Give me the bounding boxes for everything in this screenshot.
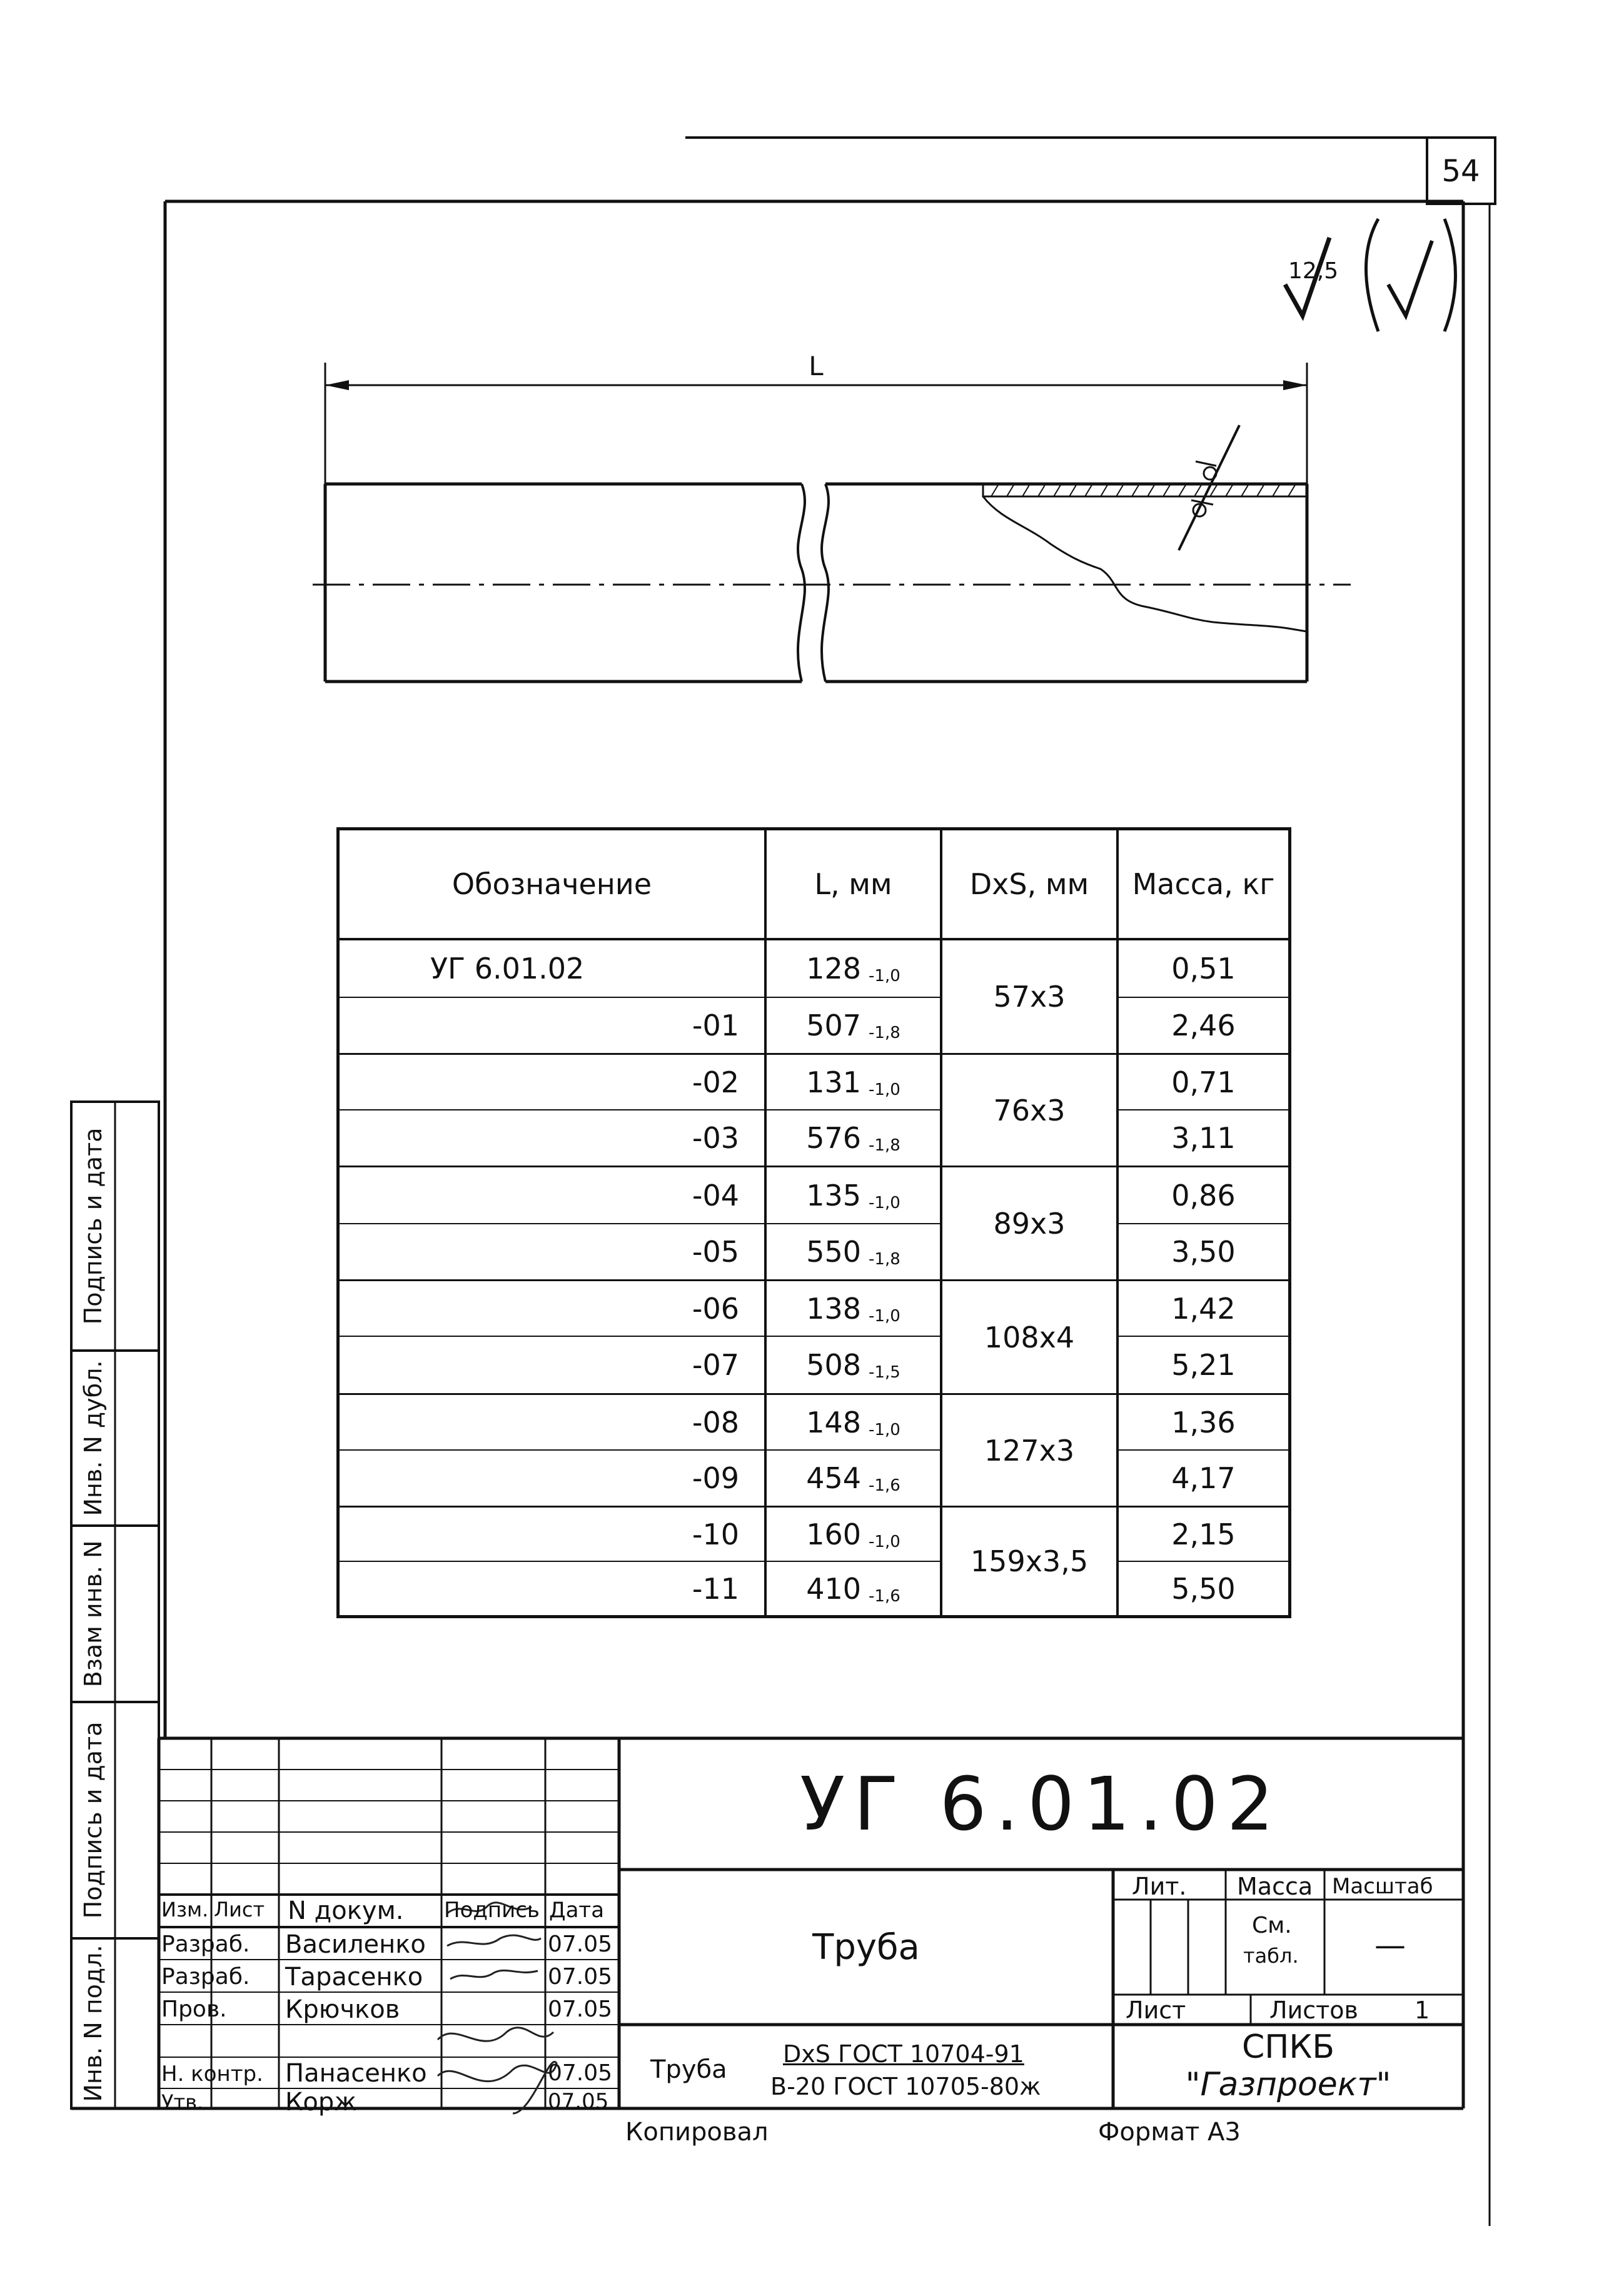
person-name: Корж — [285, 2088, 357, 2117]
side-label-3: Взам инв. N — [79, 1540, 107, 1688]
table-row-designation: -04 — [692, 1178, 739, 1212]
table-row-length: 160 -1,0 — [806, 1517, 900, 1551]
role-label: Утв. — [161, 2090, 204, 2114]
organization: СПКБ "Газпроект" — [1185, 2028, 1391, 2103]
person-name: Тарасенко — [285, 1963, 423, 1991]
copied-label: Копировал — [625, 2118, 769, 2147]
spec-table — [336, 827, 1291, 1618]
sheets-label: Листов — [1269, 1996, 1358, 2024]
table-size: 159х3,5 — [970, 1544, 1089, 1578]
dimension-L — [325, 351, 1307, 488]
mass-value-line1: См. — [1252, 1913, 1292, 1938]
sign-date: 07.05 — [548, 1964, 613, 1990]
table-size: 89х3 — [993, 1206, 1066, 1241]
table-row-length: 410 -1,6 — [806, 1571, 900, 1606]
sign-date: 07.05 — [548, 1996, 613, 2022]
table-row-mass: 5,50 — [1171, 1571, 1236, 1606]
table-size: 108х4 — [984, 1320, 1075, 1354]
sheet-number: 54 — [1441, 154, 1480, 189]
signatures — [438, 1903, 557, 2113]
col-header-document: N докум. — [288, 1896, 404, 1925]
mass-value-line2: табл. — [1243, 1944, 1299, 1968]
table-row-length: 135 -1,0 — [806, 1178, 900, 1212]
table-row-designation: -09 — [692, 1461, 739, 1495]
mass-label: Масса — [1237, 1873, 1313, 1900]
part-name: Труба — [812, 1926, 920, 1968]
material-prefix: Труба — [650, 2055, 727, 2084]
table-row-designation: -01 — [692, 1009, 739, 1042]
side-label-2: Инв. N дубл. — [79, 1360, 107, 1516]
scale-label: Масштаб — [1332, 1874, 1433, 1899]
side-label-5: Инв. N подл. — [79, 1945, 107, 2102]
role-label: Разраб. — [161, 1964, 250, 1990]
table-row-mass: 1,42 — [1171, 1291, 1236, 1326]
sign-date: 07.05 — [548, 1931, 613, 1957]
material-line2: В-20 ГОСТ 10705-80ж — [770, 2073, 1041, 2100]
table-row-length: 576 -1,8 — [806, 1121, 900, 1155]
col-header-date: Дата — [549, 1898, 605, 1923]
roughness-symbol — [1285, 219, 1456, 331]
header-designation: Обозначение — [451, 867, 652, 901]
table-row-mass: 3,11 — [1171, 1121, 1236, 1155]
table-row-designation: -05 — [692, 1235, 739, 1269]
header-mass: Масса, кг — [1132, 867, 1275, 901]
role-label: Н. контр. — [161, 2062, 263, 2087]
table-row-designation: УГ 6.01.02 — [430, 952, 585, 985]
table-row-designation: -11 — [692, 1571, 739, 1606]
pipe-view — [313, 425, 1351, 682]
table-row-length: 131 -1,0 — [806, 1065, 900, 1099]
svg-text:L: L — [809, 351, 824, 381]
table-row-mass: 3,50 — [1171, 1235, 1236, 1269]
table-size: 76х3 — [993, 1093, 1066, 1127]
table-row-length: 148 -1,0 — [806, 1405, 900, 1439]
format-label: Формат А3 — [1098, 2118, 1241, 2147]
table-row-designation: -03 — [692, 1121, 739, 1155]
table-row-mass: 2,15 — [1171, 1517, 1236, 1551]
table-row-length: 550 -1,8 — [806, 1235, 900, 1269]
header-length: L, мм — [814, 867, 892, 901]
side-label-1: Подпись и дата — [79, 1127, 107, 1325]
table-row-mass: 4,17 — [1171, 1461, 1236, 1495]
header-size: DxS, мм — [969, 867, 1089, 901]
table-row-mass: 2,46 — [1171, 1009, 1236, 1042]
material-line1: DxS ГОСТ 10704-91 — [783, 2040, 1024, 2068]
col-header-sheet: Лист — [214, 1898, 265, 1921]
table-row-length: 508 -1,5 — [806, 1348, 900, 1382]
side-label-4: Подпись и дата — [79, 1721, 107, 1919]
table-row-designation: -10 — [692, 1517, 739, 1551]
lit-label: Лит. — [1132, 1873, 1187, 1900]
table-row-mass: 1,36 — [1171, 1405, 1236, 1439]
table-row-designation: -08 — [692, 1405, 739, 1439]
role-label: Пров. — [161, 1996, 227, 2022]
drawing-code: УГ 6.01.02 — [800, 1761, 1283, 1847]
svg-text:12,5: 12,5 — [1288, 258, 1339, 284]
table-row-designation: -06 — [692, 1291, 739, 1326]
table-row-length: 454 -1,6 — [806, 1461, 900, 1495]
person-name: Панасенко — [285, 2059, 427, 2088]
table-row-length: 507 -1,8 — [806, 1009, 900, 1042]
table-size: 57х3 — [993, 980, 1066, 1014]
table-row-mass: 0,51 — [1171, 952, 1236, 985]
table-size: 127х3 — [984, 1433, 1075, 1468]
table-row-mass: 5,21 — [1171, 1348, 1236, 1382]
table-row-length: 138 -1,0 — [806, 1291, 900, 1326]
sign-date: 07.05 — [548, 2089, 609, 2114]
person-name: Василенко — [285, 1930, 426, 1959]
col-header-signature: Подпись — [444, 1898, 540, 1923]
scale-value: — — [1374, 1927, 1406, 1963]
sheets-value: 1 — [1415, 1996, 1430, 2024]
table-row-designation: -02 — [692, 1065, 739, 1099]
table-row-length: 128 -1,0 — [806, 952, 900, 985]
sheet-label: Лист — [1126, 1996, 1186, 2024]
table-row-mass: 0,86 — [1171, 1178, 1236, 1212]
col-header-change: Изм. — [161, 1898, 209, 1921]
table-row-designation: -07 — [692, 1348, 739, 1382]
table-row-mass: 0,71 — [1171, 1065, 1236, 1099]
role-label: Разраб. — [161, 1931, 250, 1957]
person-name: Крючков — [285, 1995, 400, 2024]
sign-date: 07.05 — [548, 2060, 613, 2086]
